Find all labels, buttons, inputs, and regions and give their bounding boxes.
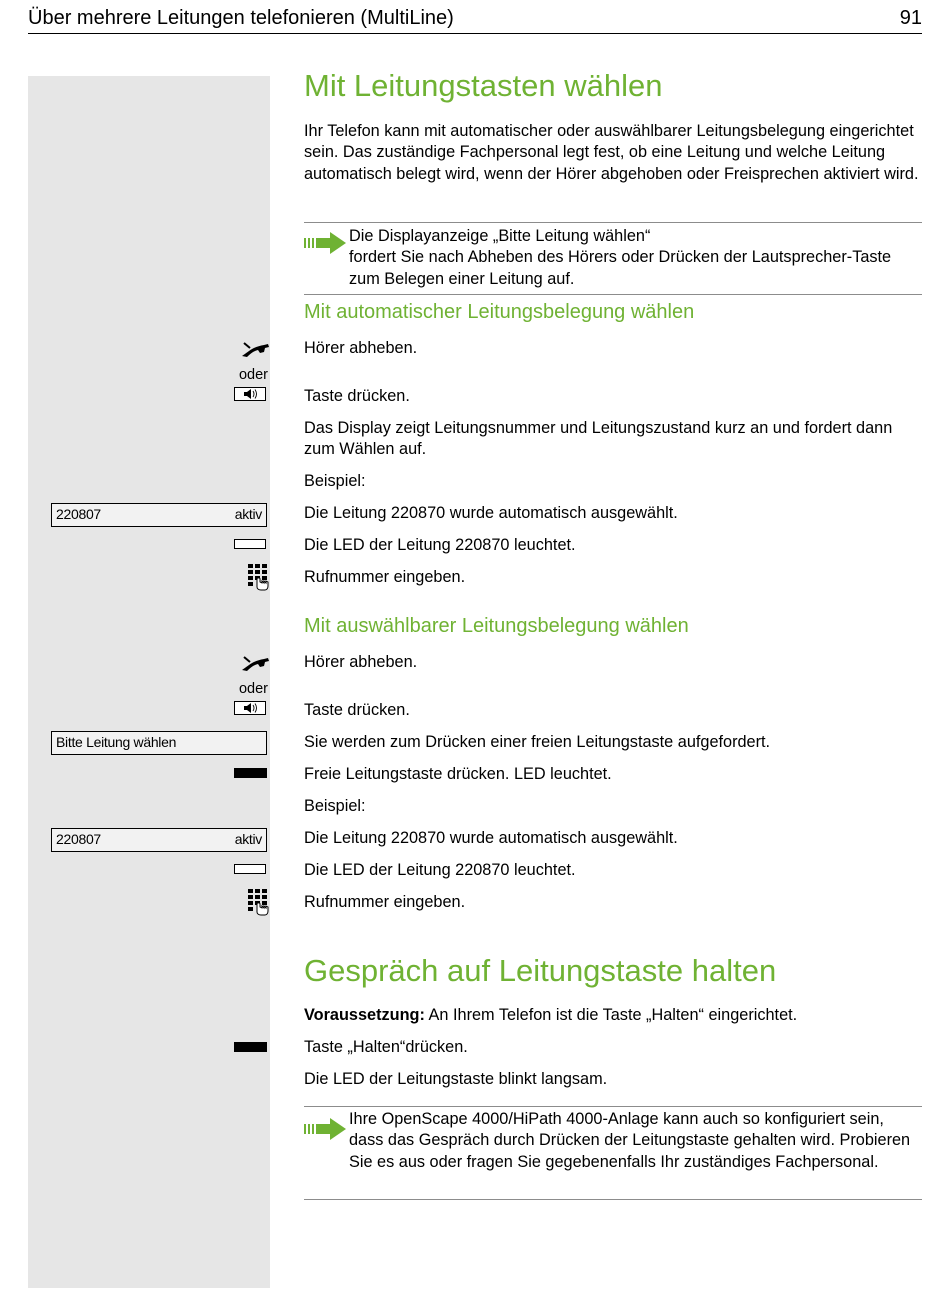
prerequisite-paragraph [304, 1005, 797, 1026]
step-line-selected: Die Leitung 220870 wurde automatisch ausgewählt. [304, 829, 678, 847]
step-enter-number: Rufnummer eingeben. [304, 893, 466, 911]
display-line-number: 220807 [56, 831, 101, 847]
prerequisite-label: Voraussetzung: [304, 1006, 425, 1024]
step-led-blinks: Die LED der Leitungstaste blinkt langsam. [304, 1070, 608, 1088]
step-enter-number: Rufnummer eingeben. [304, 568, 466, 586]
step-prompted: Sie werden zum Drücken einer freien Leitungstaste aufgefordert. [304, 733, 771, 751]
phone-display [51, 503, 267, 527]
step-press-key: Taste drücken. [304, 701, 410, 719]
or-label: oder [238, 681, 268, 697]
handset-icon [240, 339, 270, 361]
line-key-icon [234, 539, 266, 549]
keypad-icon [247, 563, 269, 591]
intro-paragraph: Ihr Telefon kann mit automatischer oder auswählbarer Leitungsbelegung eingerichtet sein. Das zuständige Fachpersonal legt fest, ob eine Leitung und welche Leitung automatisch belegt wird, wenn der Hörer abgehoben oder Freisprechen aktiviert wird. [304, 122, 919, 183]
keypad-icon [247, 888, 269, 916]
note-rule-bottom [304, 1199, 922, 1200]
step-led-lit: Die LED der Leitung 220870 leuchtet. [304, 536, 576, 554]
page-header-title: Über mehrere Leitungen telefonieren (MultiLine) [28, 7, 454, 29]
subheading-automatic: Mit automatischer Leitungsbelegung wählen [304, 301, 695, 323]
note-text [349, 226, 922, 290]
note-rule-bottom [304, 294, 922, 295]
display-line-number: 220807 [56, 506, 101, 522]
display-info-paragraph: Das Display zeigt Leitungsnummer und Leitungszustand kurz an und fordert dann zum Wählen auf. [304, 419, 893, 459]
phone-display-prompt [51, 731, 267, 755]
arrow-right-icon [304, 232, 346, 254]
line-key-icon [234, 864, 266, 874]
display-prompt-text: Bitte Leitung wählen [56, 734, 177, 750]
example-label: Beispiel: [304, 472, 366, 490]
note-text: Ihre OpenScape 4000/HiPath 4000-Anlage kann auch so konfiguriert sein, dass das Gespräch durch Drücken der Leitungstaste gehalten wird. Probieren Sie es aus oder fragen Sie gegebenenfalls Ihr zuständiges Fachpersonal. [349, 1110, 911, 1171]
section-heading-line-keys: Mit Leitungstasten wählen [304, 68, 663, 103]
free-line-key-icon [234, 768, 267, 778]
or-label: oder [238, 367, 268, 383]
step-press-free-key: Freie Leitungstaste drücken. LED leuchtet. [304, 765, 612, 783]
step-press-key: Taste drücken. [304, 387, 410, 405]
note-line-1: Die Displayanzeige „Bitte Leitung wählen“ [349, 227, 651, 245]
speaker-key-icon [234, 701, 266, 715]
phone-display [51, 828, 267, 852]
handset-icon [240, 653, 270, 675]
step-lift-handset: Hörer abheben. [304, 653, 418, 671]
step-press-hold: Taste „Halten“drücken. [304, 1038, 468, 1056]
note-rule-top [304, 222, 922, 223]
step-line-selected: Die Leitung 220870 wurde automatisch ausgewählt. [304, 504, 678, 522]
header-divider [28, 33, 922, 34]
step-led-lit: Die LED der Leitung 220870 leuchtet. [304, 861, 576, 879]
note-line-2: fordert Sie nach Abheben des Hörers oder Drücken der Lautsprecher-Taste zum Belegen einer Leitung auf. [349, 248, 892, 288]
example-label: Beispiel: [304, 797, 366, 815]
arrow-right-icon [304, 1118, 346, 1140]
hold-key-icon [234, 1042, 267, 1052]
prerequisite-text: An Ihrem Telefon ist die Taste „Halten“ eingerichtet. [424, 1006, 798, 1024]
note-rule-top [304, 1106, 922, 1107]
display-status: aktiv [234, 831, 262, 847]
page-number: 91 [899, 7, 922, 29]
subheading-selectable: Mit auswählbarer Leitungsbelegung wählen [304, 615, 689, 637]
display-status: aktiv [234, 506, 262, 522]
section-heading-hold: Gespräch auf Leitungstaste halten [304, 953, 777, 988]
step-lift-handset: Hörer abheben. [304, 339, 418, 357]
speaker-key-icon [234, 387, 266, 401]
